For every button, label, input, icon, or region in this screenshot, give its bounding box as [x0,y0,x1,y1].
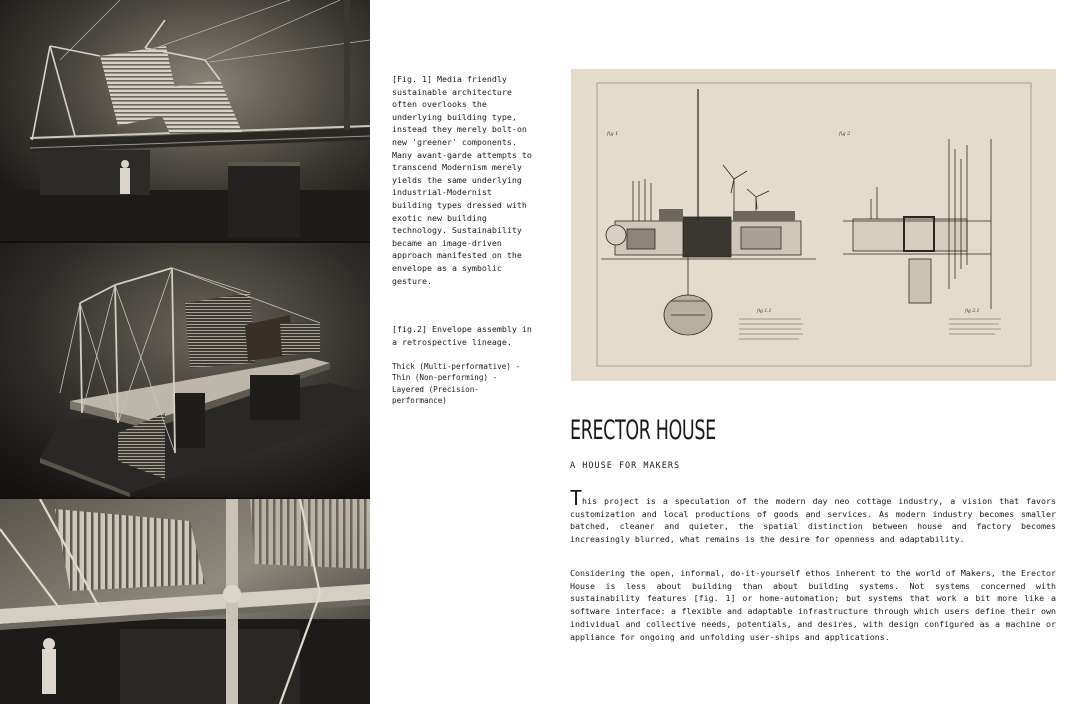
drawing-fig2-label: fig 2 [839,131,851,137]
model-photo-middle-image [0,243,370,497]
model-photo-top-image [0,0,370,241]
model-photo-bottom [0,499,370,704]
drawing-note-1: fig 1.1 [757,309,772,314]
systems-paragraph: Considering the open, informal, do-it-yourself ethos inherent to the world of Makers, the Erector House is less about building than about building systems. Not systems concerned with sustainability features [fig. 1] or home-automation; but systems that work a bit more like a software interface: a flexible and adaptable infrastructure through which users define their own individual and collective needs, potentials, and desires, with design configured as a machine or appliance for ongoing and unfolding user-ships and applications. [570,568,1056,642]
model-photo-middle [0,243,370,497]
figure-2-caption: [fig.2] Envelope assembly in a retrospective lineage. [392,324,537,347]
intro-paragraph [570,486,1056,546]
intro-paragraph-text: his project is a speculation of the modern day neo cottage industry, a vision that favors customization and local productions of goods and services. As modern industry becomes smaller batched, cleaner and quieter, the spatial distinction between house and factory becomes increasingly blurred, what remains is the desire for openness and adaptability. [570,496,1056,545]
drawing-note-2: fig 2.1 [965,309,980,314]
envelope-types-list: Thick (Multi-performative) - Thin (Non-performing) - Layered (Precision-performance) [392,362,525,406]
figure-1-caption: [Fig. 1] Media friendly sustainable architecture often overlooks the underlying building type, instead they merely bolt-on new 'greener' components. Many avant-garde attempts to transcend Modernism merely yields the same underlying industrial-Modernist building types dressed with exotic new building technology. Sustainability became an image-driven approach manifested on the envelope as a symbolic gesture. [392,74,537,286]
technical-drawing [571,69,1056,381]
drawing-fig1-label: fig 1 [607,131,619,137]
photo-column [0,0,370,704]
model-photo-top [0,0,370,241]
drawing-notes [739,308,1001,339]
fig2-section [843,139,991,309]
page-subtitle: A HOUSE FOR MAKERS [570,461,681,471]
drop-cap: T [570,486,583,510]
model-photo-bottom-image [0,499,370,704]
page-title: ERECTOR HOUSE [570,415,716,446]
technical-drawing-image [571,69,1056,381]
